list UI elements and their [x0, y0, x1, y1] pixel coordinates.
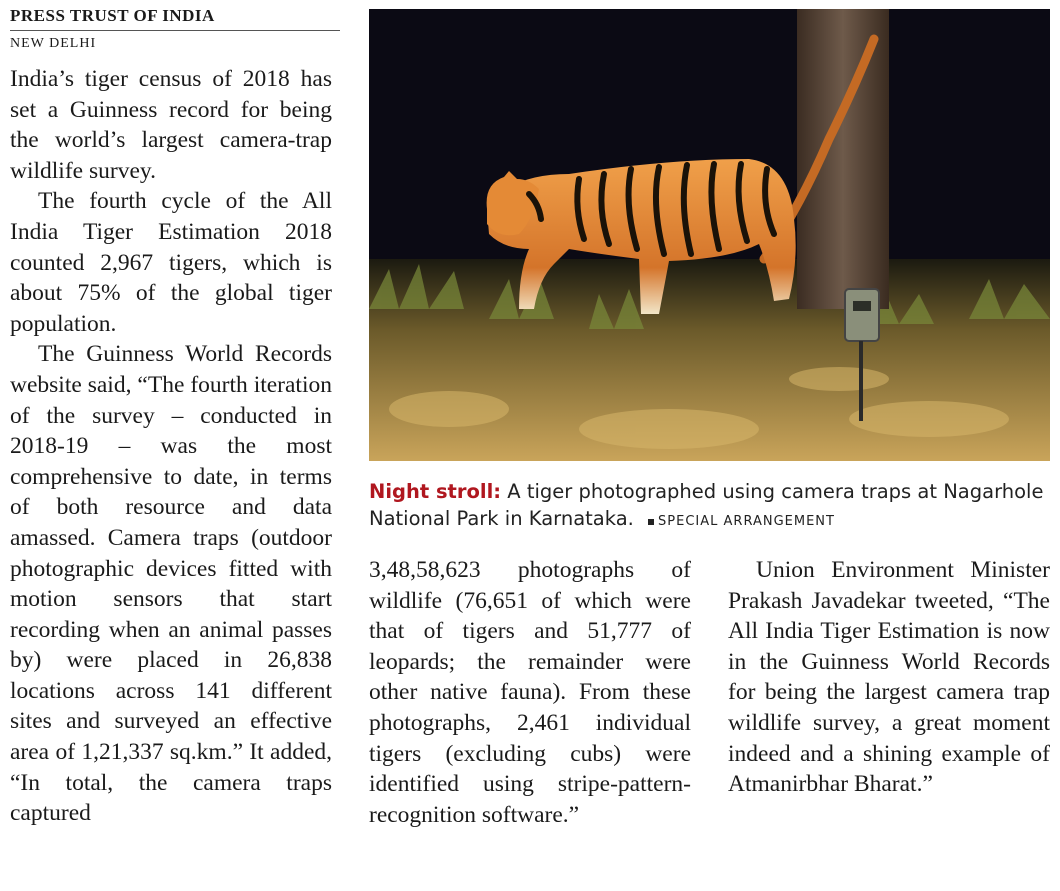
agency-name: PRESS TRUST OF INDIA [10, 6, 340, 31]
caption-lead: Night stroll: [369, 480, 502, 503]
tiger-camera-trap-image [369, 9, 1050, 461]
article-column-2 [369, 555, 691, 830]
dateline: NEW DELHI [10, 36, 97, 51]
paragraph-2: The fourth cycle of the All India Tiger Estimation 2018 counted 2,967 tigers, which is about 75% of the global tiger population. [10, 188, 332, 337]
photo-caption [369, 478, 1050, 535]
tiger-photo [369, 9, 1050, 461]
article-column-1 [10, 64, 332, 829]
credit-bullet-icon [648, 519, 654, 525]
paragraph-3-continued: 3,48,58,623 photographs of wildlife (76,651 of which were that of tigers and 51,777 of leopards; the remainder were other native fauna). From these photographs, 2,461 individual tigers (excluding cubs) were identified using stripe-pattern-recognition software.” [369, 557, 691, 828]
paragraph-3: The Guinness World Records website said, “The fourth iteration of the survey – conducted in 2018-19 – was the most comprehensive to date, in terms of both resource and data amassed. Camera traps (outdoor photographic devices fitted with motion sensors that start recording when an animal passes by) were placed in 26,838 locations across 141 different sites and surveyed an effective area of 1,21,337 sq.km.” It added, “In total, the camera traps captured [10, 341, 332, 827]
photo-credit [648, 514, 835, 529]
paragraph-4: Union Environment Minister Prakash Javadekar tweeted, “The All India Tiger Estimation is now in the Guinness World Records for being the largest camera trap wildlife survey, a great moment indeed and a shining example of Atmanirbhar Bharat.” [728, 557, 1050, 798]
caption-text: A tiger photographed using camera traps at Nagarhole National Park in Karnataka. [369, 480, 1044, 530]
byline [10, 6, 340, 52]
credit-text: SPECIAL ARRANGEMENT [658, 514, 835, 529]
camera-trap-icon [845, 289, 879, 341]
article-column-3 [728, 555, 1050, 800]
paragraph-1: India’s tiger census of 2018 has set a Guinness record for being the world’s largest camera-trap wildlife survey. [10, 66, 332, 184]
